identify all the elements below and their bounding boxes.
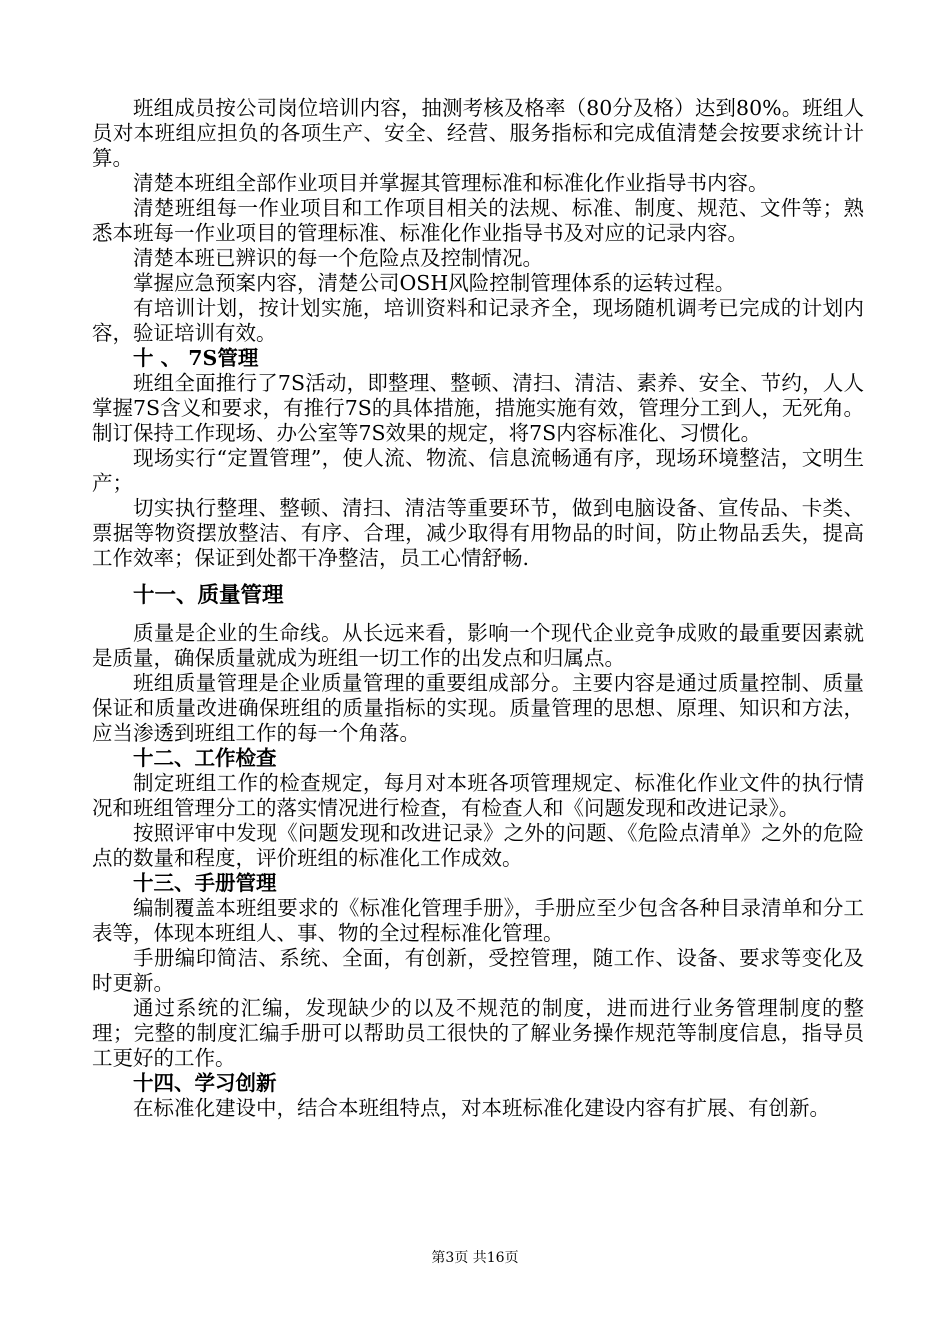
document-body [92, 96, 864, 1121]
paragraph: 清楚班组每一作业项目和工作项目相关的法规、标准、制度、规范、文件等；熟悉本班每一作业项目的管理标准、标准化作业指导书及对应的记录内容。 [92, 196, 864, 245]
paragraph: 清楚本班已辨识的每一个危险点及控制情况。 [133, 246, 543, 270]
page-number-footer: 第3页 共16页 [431, 1250, 519, 1266]
paragraph: 切实执行整理、整顿、清扫、清洁等重要环节，做到电脑设备、宣传品、卡类、票据等物资摆放整洁、有序、合理，减少取得有用物品的时间，防止物品丢失，提高工作效率；保证到处都干净整洁，员工心情舒畅. [92, 496, 864, 570]
paragraph: 现场实行“定置管理”，使人流、物流、信息流畅通有序，现场环境整洁，文明生产； [92, 446, 864, 495]
paragraph: 班组全面推行了7S活动，即整理、整顿、清扫、清洁、素养、安全、节约，人人掌握7S含义和要求，有推行7S的具体措施，措施实施有效，管理分工到人，无死角。制订保持工作现场、办公室等7S效果的规定，将7S内容标准化、习惯化。 [92, 371, 864, 445]
section-heading-quality: 十一、质量管理 [133, 583, 284, 608]
paragraph: 按照评审中发现《问题发现和改进记录》之外的问题、《危险点清单》之外的危险点的数量和程度，评价班组的标准化工作成效。 [92, 821, 864, 870]
paragraph: 有培训计划，按计划实施，培训资料和记录齐全，现场随机调考已完成的计划内容，验证培训有效。 [92, 296, 864, 345]
section-heading-7s: 十 、 7S管理 [133, 346, 259, 370]
paragraph: 手册编印简洁、系统、全面，有创新，受控管理，随工作、设备、要求等变化及时更新。 [92, 946, 864, 995]
paragraph: 在标准化建设中，结合本班组特点，对本班标准化建设内容有扩展、有创新。 [133, 1096, 830, 1120]
paragraph: 清楚本班组全部作业项目并掌握其管理标准和标准化作业指导书内容。 [133, 171, 769, 195]
section-heading-learning: 十四、学习创新 [133, 1071, 277, 1095]
section-heading-manual: 十三、手册管理 [133, 871, 277, 895]
paragraph: 制定班组工作的检查规定，每月对本班各项管理规定、标准化作业文件的执行情况和班组管理分工的落实情况进行检查，有检查人和《问题发现和改进记录》。 [92, 771, 864, 820]
paragraph: 通过系统的汇编，发现缺少的以及不规范的制度，进而进行业务管理制度的整理；完整的制度汇编手册可以帮助员工很快的了解业务操作规范等制度信息，指导员工更好的工作。 [92, 996, 864, 1070]
paragraph: 掌握应急预案内容，清楚公司OSH风险控制管理体系的运转过程。 [133, 271, 736, 295]
paragraph: 质量是企业的生命线。从长远来看，影响一个现代企业竞争成败的最重要因素就是质量，确保质量就成为班组一切工作的出发点和归属点。 [92, 621, 864, 670]
section-heading-check: 十二、工作检查 [133, 746, 277, 770]
paragraph: 班组成员按公司岗位培训内容，抽测考核及格率（80分及格）达到80%。班组人员对本班组应担负的各项生产、安全、经营、服务指标和完成值清楚会按要求统计计算。 [92, 96, 864, 170]
paragraph: 班组质量管理是企业质量管理的重要组成部分。主要内容是通过质量控制、质量保证和质量改进确保班组的质量指标的实现。质量管理的思想、原理、知识和方法，应当渗透到班组工作的每一个角落。 [92, 671, 864, 745]
paragraph: 编制覆盖本班组要求的《标准化管理手册》，手册应至少包含各种目录清单和分工表等，体现本班组人、事、物的全过程标准化管理。 [92, 896, 864, 945]
